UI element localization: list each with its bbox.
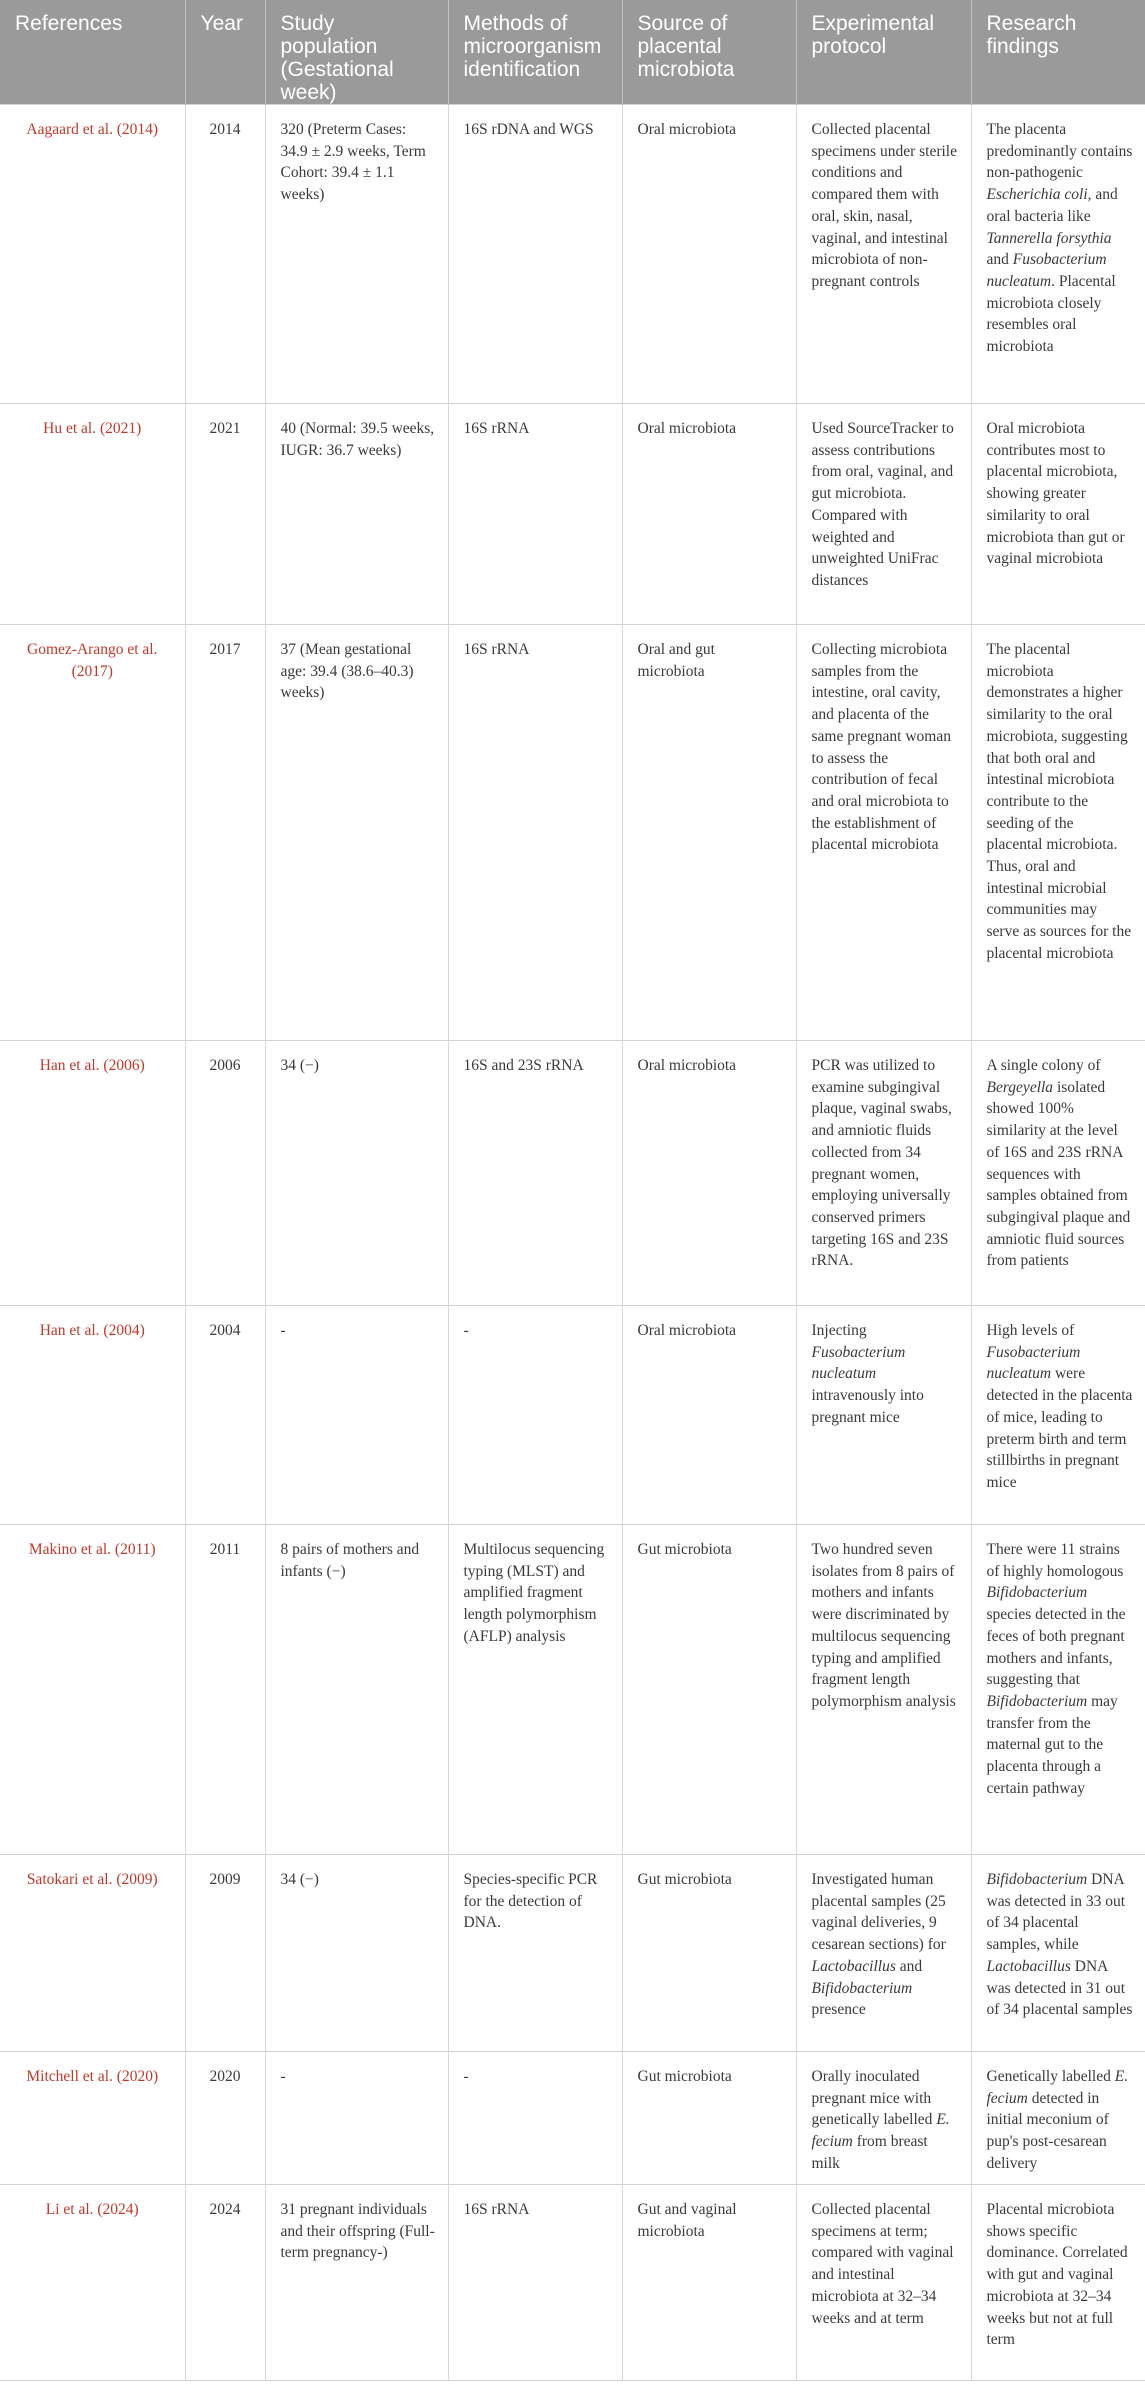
population-cell: - — [265, 1306, 448, 1525]
population-cell: 37 (Mean gestational age: 39.4 (38.6–40.3) weeks) — [265, 625, 448, 1041]
method-cell: Species-specific PCR for the detection of DNA. — [448, 1855, 622, 2052]
species-name: Bifidobacterium — [986, 1871, 1088, 1888]
reference-link[interactable]: Aagaard et al. (2014) — [26, 121, 159, 138]
year-cell: 2020 — [185, 2052, 265, 2185]
header-findings: Research findings — [971, 0, 1145, 105]
reference-cell — [0, 105, 185, 404]
population-cell: 40 (Normal: 39.5 weeks, IUGR: 36.7 weeks) — [265, 404, 448, 625]
findings-cell: Genetically labelled E. fecium detected in initial meconium of pup's post-cesarean delivery — [971, 2052, 1145, 2185]
source-cell: Oral microbiota — [622, 105, 796, 404]
method-cell: 16S rRNA — [448, 2185, 622, 2381]
species-name: E. fecium — [986, 2068, 1129, 2107]
species-name: E. fecium — [811, 2111, 950, 2151]
protocol-cell: Investigated human placental samples (25 vaginal deliveries, 9 cesarean sections) for Lactobacillus and Bifidobacterium presence — [796, 1855, 971, 2052]
year-cell: 2024 — [185, 2185, 265, 2381]
species-name: Escherichia coli — [986, 186, 1088, 204]
year-cell: 2021 — [185, 404, 265, 625]
species-name: Bifidobacterium — [811, 1979, 913, 1997]
table-row — [0, 1855, 1145, 2052]
header-references: References — [0, 0, 185, 105]
source-cell: Gut microbiota — [622, 1525, 796, 1855]
reference-link[interactable]: Han et al. (2004) — [39, 1322, 145, 1339]
year-cell: 2017 — [185, 625, 265, 1041]
header-study-population: Study population (Gestational week) — [265, 0, 448, 105]
year-cell: 2014 — [185, 105, 265, 404]
source-cell: Oral microbiota — [622, 404, 796, 625]
protocol-cell: Two hundred seven isolates from 8 pairs of mothers and infants were discriminated by multilocus sequencing typing and amplified fragment length polymorphism analysis — [796, 1525, 971, 1855]
population-cell: 320 (Preterm Cases: 34.9 ± 2.9 weeks, Term Cohort: 39.4 ± 1.1 weeks) — [265, 105, 448, 404]
population-cell: - — [265, 2052, 448, 2185]
findings-cell: High levels of Fusobacterium nucleatum were detected in the placenta of mice, leading to preterm birth and term stillbirths in pregnant mice — [971, 1306, 1145, 1525]
header-row — [0, 0, 1145, 105]
table-row — [0, 1041, 1145, 1306]
species-name: Bifidobacterium — [986, 1692, 1088, 1710]
protocol-cell: Collected placental specimens under sterile conditions and compared them with oral, skin, nasal, vaginal, and intestinal microbiota of non-pregnant controls — [796, 105, 971, 404]
reference-link[interactable]: Makino et al. (2011) — [28, 1541, 156, 1558]
reference-cell — [0, 625, 185, 1041]
species-name: Lactobacillus — [811, 1957, 896, 1975]
method-cell: 16S rRNA — [448, 625, 622, 1041]
year-cell: 2006 — [185, 1041, 265, 1306]
reference-link[interactable]: Han et al. (2006) — [39, 1057, 145, 1074]
findings-cell: Oral microbiota contributes most to placental microbiota, showing greater similarity to oral microbiota than gut or vaginal microbiota — [971, 404, 1145, 625]
protocol-cell: Orally inoculated pregnant mice with genetically labelled E. fecium from breast milk — [796, 2052, 971, 2185]
year-cell: 2009 — [185, 1855, 265, 2052]
reference-cell — [0, 1525, 185, 1855]
table-row — [0, 105, 1145, 404]
year-cell: 2011 — [185, 1525, 265, 1855]
species-name: Bifidobacterium — [986, 1584, 1088, 1602]
species-name: Fusobacterium nucleatum — [986, 1343, 1081, 1383]
findings-cell: Placental microbiota shows specific dominance. Correlated with gut and vaginal microbiota at 32–34 weeks but not at full term — [971, 2185, 1145, 2381]
reference-cell — [0, 404, 185, 625]
method-cell: - — [448, 1306, 622, 1525]
method-cell: 16S and 23S rRNA — [448, 1041, 622, 1306]
reference-cell — [0, 2185, 185, 2381]
species-name: Lactobacillus — [986, 1957, 1071, 1975]
findings-cell: A single colony of Bergeyella isolated showed 100% similarity at the level of 16S and 23S rRNA sequences with samples obtained from subgingival plaque and amniotic fluid sources from patients — [971, 1041, 1145, 1306]
protocol-cell: Collecting microbiota samples from the intestine, oral cavity, and placenta of the same pregnant woman to assess the contribution of fecal and oral microbiota to the establishment of placental microbiota — [796, 625, 971, 1041]
population-cell: 34 (−) — [265, 1041, 448, 1306]
population-cell: 8 pairs of mothers and infants (−) — [265, 1525, 448, 1855]
method-cell: Multilocus sequencing typing (MLST) and amplified fragment length polymorphism (AFLP) analysis — [448, 1525, 622, 1855]
table-row — [0, 625, 1145, 1041]
source-cell: Gut microbiota — [622, 1855, 796, 2052]
protocol-cell: PCR was utilized to examine subgingival plaque, vaginal swabs, and amniotic fluids collected from 34 pregnant women, employing universally conserved primers targeting 16S and 23S rRNA. — [796, 1041, 971, 1306]
species-name: Fusobacterium nucleatum — [811, 1343, 906, 1383]
findings-cell: There were 11 strains of highly homologous Bifidobacterium species detected in the feces of both pregnant mothers and infants, suggesting that Bifidobacterium may transfer from the maternal gut to the placenta through a certain pathway — [971, 1525, 1145, 1855]
table-row — [0, 1525, 1145, 1855]
table-row — [0, 1306, 1145, 1525]
population-cell: 31 pregnant individuals and their offspring (Full-term pregnancy-) — [265, 2185, 448, 2381]
source-cell: Gut microbiota — [622, 2052, 796, 2185]
header-year: Year — [185, 0, 265, 105]
header-source: Source of placental microbiota — [622, 0, 796, 105]
method-cell: 16S rDNA and WGS — [448, 105, 622, 404]
table-row — [0, 2185, 1145, 2381]
findings-cell: The placental microbiota demonstrates a higher similarity to the oral microbiota, suggesting that both oral and intestinal microbiota contribute to the seeding of the placental microbiota. Thus, oral and intestinal microbial communities may serve as sources for the placental microbiota — [971, 625, 1145, 1041]
reference-cell — [0, 1306, 185, 1525]
table-row — [0, 2052, 1145, 2185]
reference-link[interactable]: Satokari et al. (2009) — [26, 1871, 158, 1888]
reference-link[interactable]: Gomez-Arango et al. (2017) — [27, 641, 158, 680]
method-cell: - — [448, 2052, 622, 2185]
reference-link[interactable]: Mitchell et al. (2020) — [26, 2068, 159, 2085]
source-cell: Oral and gut microbiota — [622, 625, 796, 1041]
protocol-cell: Collected placental specimens at term; compared with vaginal and intestinal microbiota at 32–34 weeks and at term — [796, 2185, 971, 2381]
findings-cell: The placenta predominantly contains non-pathogenic Escherichia coli, and oral bacteria like Tannerella forsythia and Fusobacterium nucleatum. Placental microbiota closely resembles oral microbiota — [971, 105, 1145, 404]
species-name: Bergeyella — [986, 1078, 1054, 1096]
reference-cell — [0, 2052, 185, 2185]
species-name: Tannerella forsythia — [986, 229, 1112, 247]
protocol-cell: Used SourceTracker to assess contributions from oral, vaginal, and gut microbiota. Compared with weighted and unweighted UniFrac distances — [796, 404, 971, 625]
reference-link[interactable]: Hu et al. (2021) — [43, 420, 142, 437]
year-cell: 2004 — [185, 1306, 265, 1525]
reference-link[interactable]: Li et al. (2024) — [45, 2201, 139, 2218]
findings-cell: Bifidobacterium DNA was detected in 33 out of 34 placental samples, while Lactobacillus DNA was detected in 31 out of 34 placental samples — [971, 1855, 1145, 2052]
method-cell: 16S rRNA — [448, 404, 622, 625]
reference-cell — [0, 1041, 185, 1306]
population-cell: 34 (−) — [265, 1855, 448, 2052]
species-name: Fusobacterium nucleatum — [986, 251, 1107, 290]
reference-cell — [0, 1855, 185, 2052]
source-cell: Gut and vaginal microbiota — [622, 2185, 796, 2381]
header-methods: Methods of microorganism identification — [448, 0, 622, 105]
source-cell: Oral microbiota — [622, 1306, 796, 1525]
protocol-cell: Injecting Fusobacterium nucleatum intravenously into pregnant mice — [796, 1306, 971, 1525]
table-row — [0, 404, 1145, 625]
source-cell: Oral microbiota — [622, 1041, 796, 1306]
header-protocol: Experimental protocol — [796, 0, 971, 105]
